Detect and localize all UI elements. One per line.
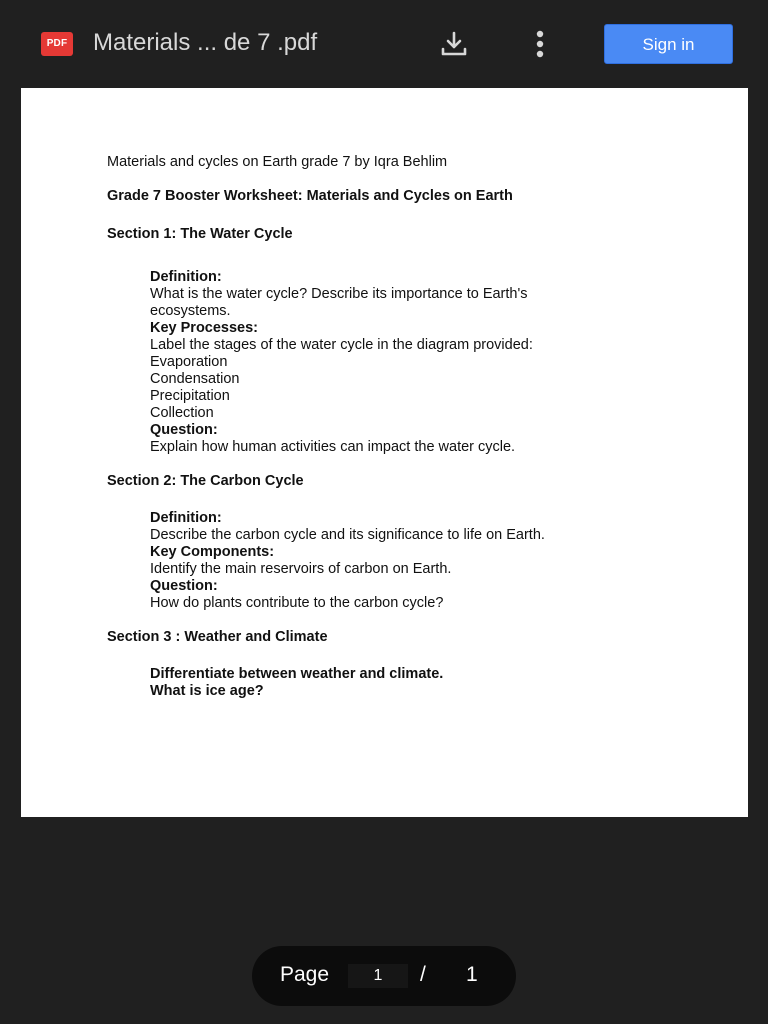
- paragraph-line: What is ice age?: [150, 683, 264, 699]
- pdf-file-icon: PDF: [41, 32, 73, 56]
- paragraph-line: Explain how human activities can impact the water cycle.: [150, 439, 516, 455]
- more-vert-icon: [534, 30, 546, 58]
- question-label: Question:: [150, 578, 218, 594]
- page-label: Page: [280, 963, 330, 986]
- sign-in-button[interactable]: Sign in: [604, 24, 733, 64]
- page-number-input[interactable]: [348, 964, 408, 988]
- page-separator: /: [420, 963, 426, 986]
- section-2-heading: Section 2: The Carbon Cycle: [107, 473, 304, 489]
- total-pages: 1: [466, 963, 478, 986]
- file-title: Materials ... de 7 .pdf: [93, 29, 318, 56]
- top-bar: [0, 0, 768, 88]
- question-label: Question:: [150, 422, 218, 438]
- key-components-label: Key Components:: [150, 544, 275, 560]
- definition-label: Definition:: [150, 269, 222, 285]
- paragraph-line: How do plants contribute to the carbon cycle?: [150, 595, 444, 611]
- list-item: Collection: [150, 405, 214, 421]
- document-title: Materials and cycles on Earth grade 7 by Iqra Behlim: [107, 154, 448, 170]
- more-options-button[interactable]: [522, 26, 558, 62]
- section-1-heading: Section 1: The Water Cycle: [107, 226, 293, 242]
- definition-label: Definition:: [150, 510, 222, 526]
- paragraph-line: Label the stages of the water cycle in the diagram provided:: [150, 337, 533, 353]
- page-navigator: [252, 946, 516, 1006]
- worksheet-heading: Grade 7 Booster Worksheet: Materials and Cycles on Earth: [107, 188, 513, 204]
- paragraph-line: What is the water cycle? Describe its importance to Earth's: [150, 286, 528, 302]
- download-icon: [438, 28, 470, 60]
- paragraph-line: ecosystems.: [150, 303, 231, 319]
- paragraph-line: Describe the carbon cycle and its significance to life on Earth.: [150, 527, 545, 543]
- list-item: Condensation: [150, 371, 240, 387]
- paragraph-line: Differentiate between weather and climate.: [150, 666, 444, 682]
- paragraph-line: Identify the main reservoirs of carbon on Earth.: [150, 561, 452, 577]
- list-item: Precipitation: [150, 388, 230, 404]
- list-item: Evaporation: [150, 354, 228, 370]
- download-button[interactable]: [436, 26, 472, 62]
- section-3-heading: Section 3 : Weather and Climate: [107, 629, 328, 645]
- key-processes-label: Key Processes:: [150, 320, 259, 336]
